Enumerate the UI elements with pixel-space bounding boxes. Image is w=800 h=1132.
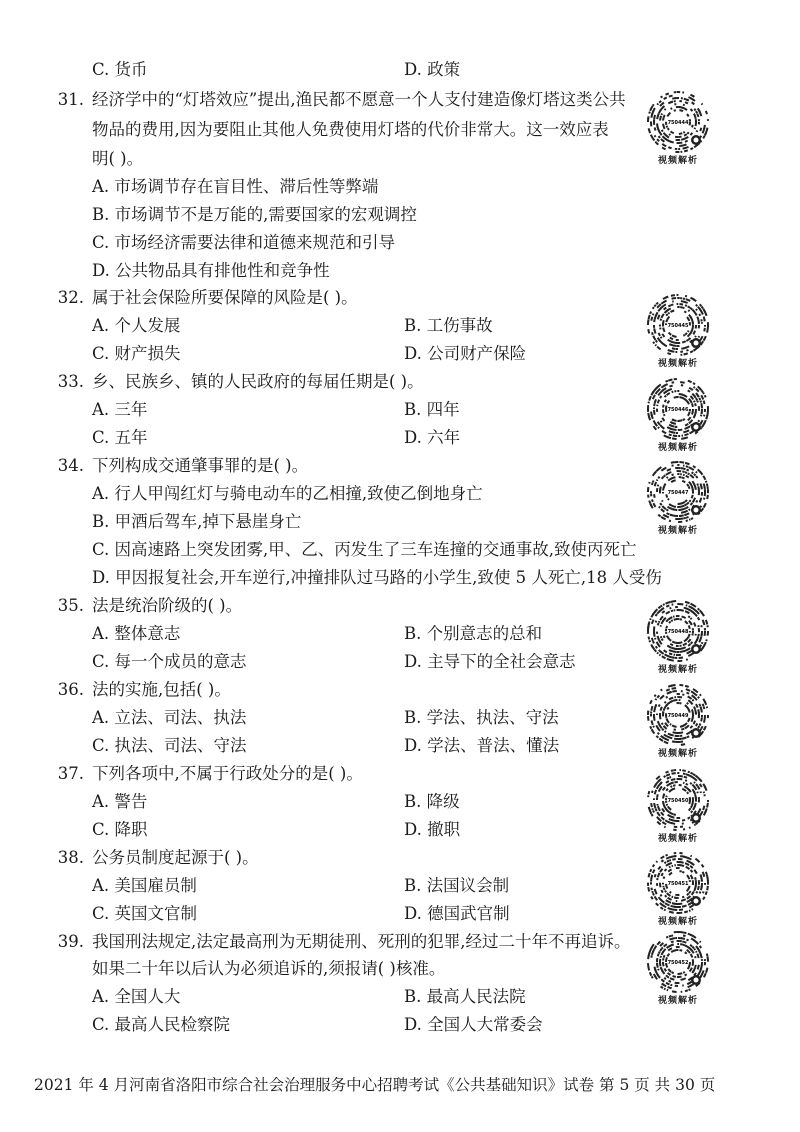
qr-code-id: 750452 xyxy=(667,960,689,966)
option-c: C. 五年 xyxy=(92,428,148,447)
option-d: D. 撤职 xyxy=(404,820,461,839)
option-b: B. 学法、执法、守法 xyxy=(404,708,559,727)
video-qr-code[interactable] xyxy=(646,377,710,451)
question-text-line: 如果二十年以后认为必须追诉的,须报请( )核准。 xyxy=(92,959,446,978)
question-text-line: 法的实施,包括( )。 xyxy=(92,680,231,699)
qr-caption: 视频解析 xyxy=(657,917,698,927)
video-qr-code[interactable] xyxy=(646,930,710,1004)
option-d: D. 德国武官制 xyxy=(404,904,510,923)
qr-code-icon xyxy=(646,768,710,832)
question-text-line: 下列各项中,不属于行政处分的是( )。 xyxy=(92,764,363,783)
qr-code-icon xyxy=(646,599,710,663)
qr-caption: 视频解析 xyxy=(657,834,698,844)
qr-code-icon xyxy=(646,90,710,154)
question-number: 39. xyxy=(57,932,84,951)
qr-code-icon xyxy=(646,683,710,747)
option-c: C. 市场经济需要法律和道德来规范和引导 xyxy=(92,233,396,252)
qr-caption: 视频解析 xyxy=(657,996,698,1006)
qr-code-id: 750447 xyxy=(667,490,689,496)
video-qr-code[interactable] xyxy=(646,851,710,925)
qr-code-id: 750445 xyxy=(667,323,689,329)
option-a: A. 全国人大 xyxy=(92,987,181,1006)
qr-code-icon xyxy=(646,851,710,915)
option-a: A. 警告 xyxy=(92,792,148,811)
qr-caption: 视频解析 xyxy=(657,359,698,369)
question-number: 38. xyxy=(57,848,84,867)
option-c: C. 每一个成员的意志 xyxy=(92,652,247,671)
option-c: C. 最高人民检察院 xyxy=(92,1015,231,1034)
question-number: 36. xyxy=(57,680,84,699)
option-c: C. 降职 xyxy=(92,820,148,839)
question-number: 32. xyxy=(57,288,84,307)
qr-code-id: 750444 xyxy=(667,120,689,126)
qr-code-icon xyxy=(646,377,710,441)
qr-caption: 视频解析 xyxy=(657,443,698,453)
question-text-line: 公务员制度起源于( )。 xyxy=(92,848,259,867)
option-b: B. 甲酒后驾车,掉下悬崖身亡 xyxy=(92,512,302,531)
option-b: B. 降级 xyxy=(404,792,460,811)
option-a: A. 立法、司法、执法 xyxy=(92,708,247,727)
option-d: D. 六年 xyxy=(404,428,461,447)
qr-caption: 视频解析 xyxy=(657,156,698,166)
question-text-line: 物品的费用,因为要阻止其他人免费使用灯塔的代价非常大。这一效应表 xyxy=(92,120,609,139)
qr-code-icon xyxy=(646,460,710,524)
question-text-line: 属于社会保险所要保障的风险是( )。 xyxy=(92,288,358,307)
page-footer: 2021 年 4 月河南省洛阳市综合社会治理服务中心招聘考试《公共基础知识》试卷 第 5 页 共 30 页 xyxy=(34,1076,716,1094)
option-a: A. 个人发展 xyxy=(92,316,181,335)
option-c-prev: C. 货币 xyxy=(92,60,148,79)
question-text-line: 下列构成交通肇事罪的是( )。 xyxy=(92,456,309,475)
qr-code-id: 750446 xyxy=(667,407,689,413)
option-a: A. 市场调节存在盲目性、滞后性等弊端 xyxy=(92,177,379,196)
option-d: D. 学法、普法、懂法 xyxy=(404,736,560,755)
option-b: B. 最高人民法院 xyxy=(404,987,526,1006)
option-d-prev: D. 政策 xyxy=(404,60,461,79)
option-d: D. 全国人大常委会 xyxy=(404,1015,543,1034)
option-a: A. 三年 xyxy=(92,400,148,419)
option-c: C. 执法、司法、守法 xyxy=(92,736,247,755)
video-qr-code[interactable] xyxy=(646,599,710,673)
option-a: A. 行人甲闯红灯与骑电动车的乙相撞,致使乙倒地身亡 xyxy=(92,484,483,503)
option-d: D. 公共物品具有排他性和竞争性 xyxy=(92,261,330,280)
option-d: D. 甲因报复社会,开车逆行,冲撞排队过马路的小学生,致使 5 人死亡,18 人受伤 xyxy=(92,568,662,587)
qr-code-id: 750448 xyxy=(667,629,689,635)
option-b: B. 工伤事故 xyxy=(404,316,493,335)
question-text-line: 法是统治阶级的( )。 xyxy=(92,596,243,615)
question-text-line: 经济学中的“灯塔效应”提出,渔民都不愿意一个人支付建造像灯塔这类公共 xyxy=(92,90,626,109)
option-b: B. 市场调节不是万能的,需要国家的宏观调控 xyxy=(92,205,417,224)
qr-code-id: 750449 xyxy=(667,713,689,719)
option-b: B. 法国议会制 xyxy=(404,876,510,895)
qr-caption: 视频解析 xyxy=(657,526,698,536)
question-number: 35. xyxy=(57,596,84,615)
video-qr-code[interactable] xyxy=(646,293,710,367)
option-b: B. 四年 xyxy=(404,400,460,419)
option-d: D. 主导下的全社会意志 xyxy=(404,652,576,671)
qr-code-id: 750451 xyxy=(667,881,689,887)
option-c: C. 财产损失 xyxy=(92,344,181,363)
option-c: C. 英国文官制 xyxy=(92,904,198,923)
qr-code-id: 750450 xyxy=(667,798,689,804)
option-c: C. 因高速路上突发团雾,甲、乙、丙发生了三车连撞的交通事故,致使丙死亡 xyxy=(92,540,637,559)
qr-caption: 视频解析 xyxy=(657,749,698,759)
video-qr-code[interactable] xyxy=(646,90,710,164)
question-number: 31. xyxy=(57,90,84,109)
video-qr-code[interactable] xyxy=(646,460,710,534)
question-text-line: 乡、民族乡、镇的人民政府的每届任期是( )。 xyxy=(92,372,424,391)
question-text-line: 我国刑法规定,法定最高刑为无期徒刑、死刑的犯罪,经过二十年不再追诉。 xyxy=(92,932,631,951)
question-number: 33. xyxy=(57,372,84,391)
qr-code-icon xyxy=(646,293,710,357)
option-b: B. 个别意志的总和 xyxy=(404,624,543,643)
video-qr-code[interactable] xyxy=(646,683,710,757)
question-number: 37. xyxy=(57,764,84,783)
option-a: A. 整体意志 xyxy=(92,624,181,643)
qr-code-icon xyxy=(646,930,710,994)
option-a: A. 美国雇员制 xyxy=(92,876,197,895)
option-d: D. 公司财产保险 xyxy=(404,344,527,363)
qr-caption: 视频解析 xyxy=(657,665,698,675)
question-number: 34. xyxy=(57,456,84,475)
question-text-line: 明( )。 xyxy=(92,149,144,168)
video-qr-code[interactable] xyxy=(646,768,710,842)
